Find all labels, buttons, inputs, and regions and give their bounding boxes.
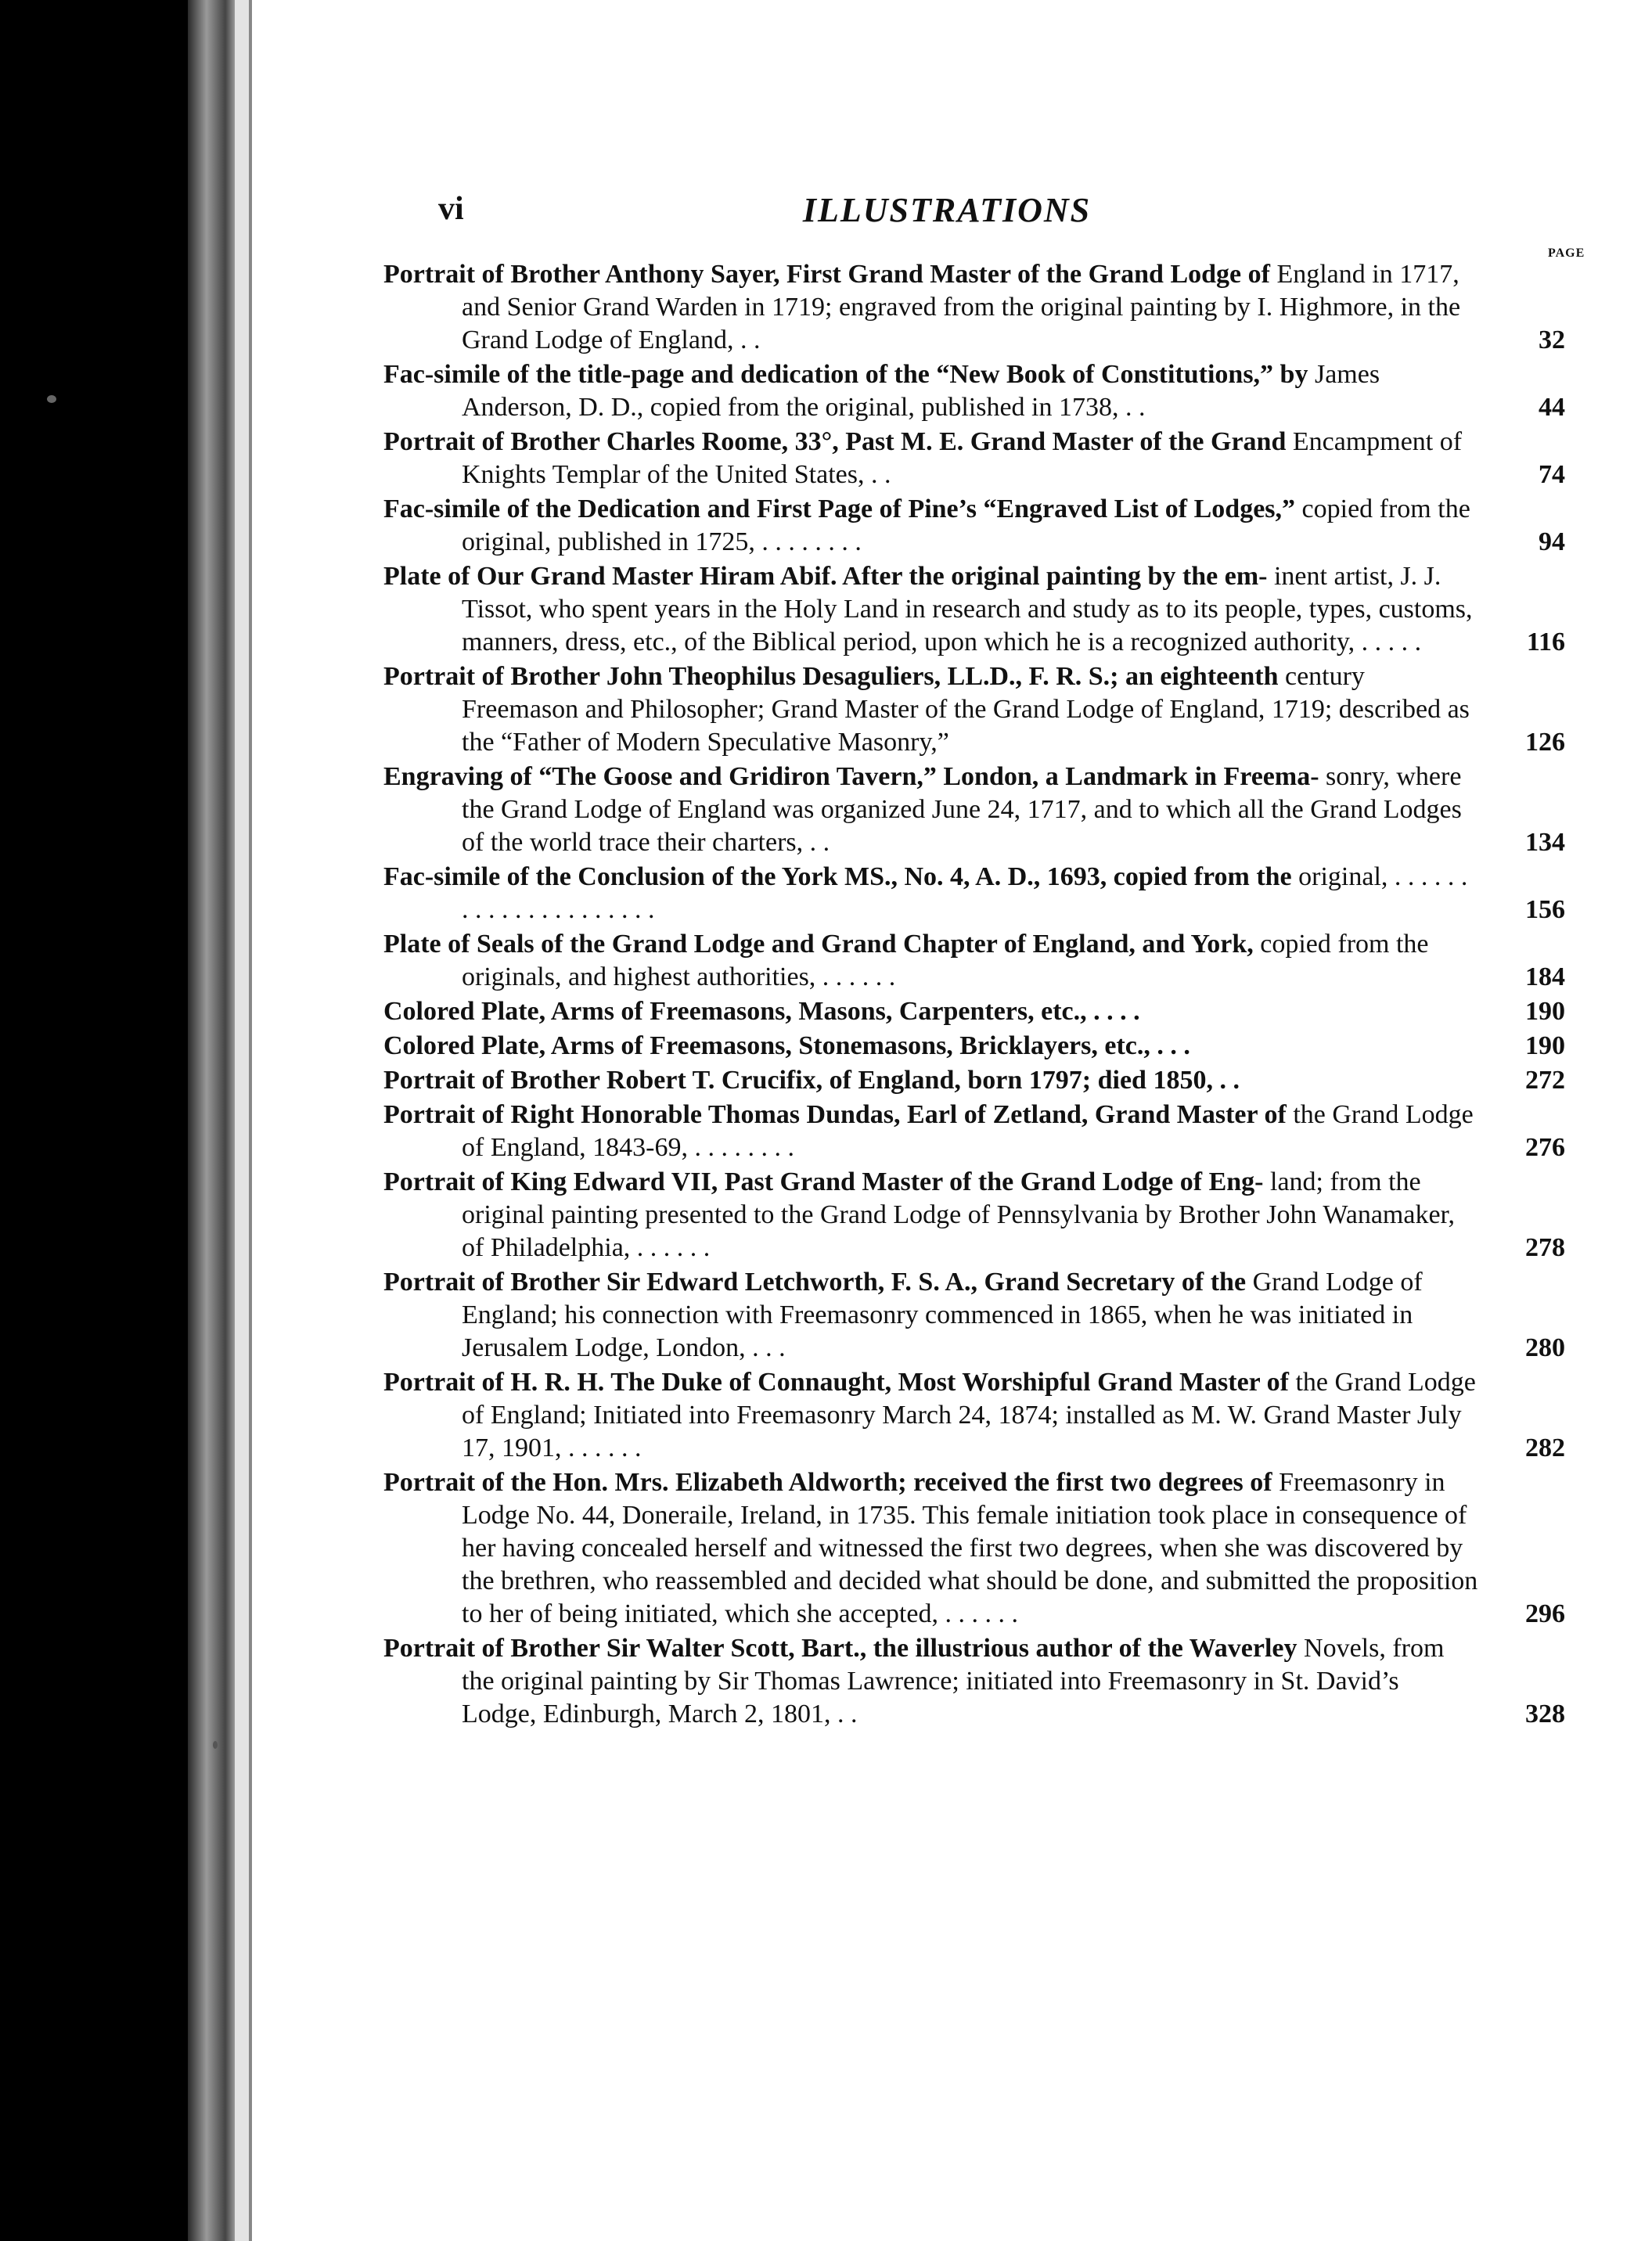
list-item [383, 1030, 1565, 1063]
list-item [383, 560, 1565, 659]
list-item [383, 995, 1565, 1028]
page-number: vi [438, 191, 464, 227]
entry-lead-text: Fac-simile of the title-page and dedication of the “New Book of Constitutions,” by [383, 360, 1308, 389]
entry-lead-text: Portrait of Right Honorable Thomas Dundas, Earl of Zetland, Grand Master of [383, 1100, 1287, 1129]
entry-lead-text: Portrait of the Hon. Mrs. Elizabeth Aldworth; received the first two degrees of [383, 1468, 1272, 1497]
entry-lead-text: Portrait of Brother Robert T. Crucifix, of England, born 1797; died 1850, . . [383, 1066, 1240, 1095]
entry-description: copied from the originals, and highest authorities, . . . . . . [462, 930, 1429, 991]
entry-page-number: 134 [1525, 828, 1565, 857]
entry-description: original, . . . . . . . . . . . . . . . . . . . . . [462, 862, 1468, 924]
entry-page-number: 190 [1525, 997, 1565, 1026]
entry-lead-text: Portrait of Brother John Theophilus Desaguliers, LL.D., F. R. S.; an eighteenth [383, 662, 1279, 691]
entry-description: century Freemason and Philosopher; Grand Master of the Grand Lodge of England, 1719; described as the “Father of Modern Speculative Masonry,” [462, 662, 1470, 757]
speck [47, 395, 56, 403]
entry-lead-text: Plate of Our Grand Master Hiram Abif. After the original painting by the em- [383, 562, 1268, 591]
list-item [383, 1064, 1565, 1097]
entry-page-number: 278 [1525, 1233, 1565, 1262]
entry-lead-text: Portrait of Brother Charles Roome, 33°, Past M. E. Grand Master of the Grand [383, 427, 1287, 456]
entry-lead-text: Portrait of Brother Sir Walter Scott, Bart., the illustrious author of the Waverley [383, 1634, 1297, 1663]
entry-lead-text: Portrait of Brother Sir Edward Letchworth, F. S. A., Grand Secretary of the [383, 1268, 1247, 1297]
entry-page-number: 94 [1539, 527, 1565, 556]
page-title: ILLUSTRATIONS [802, 191, 1092, 229]
entry-description: land; from the original painting presented to the Grand Lodge of Pennsylvania by Brother John Wanamaker, of Philadelphia, . . . . . . [462, 1167, 1456, 1262]
entry-lead-text: Fac-simile of the Dedication and First Page of Pine’s “Engraved List of Lodges,” [383, 495, 1296, 523]
entry-description: Grand Lodge of England; his connection with Freemasonry commenced in 1865, when he was initiated in Jerusalem Lodge, London, . . . [462, 1268, 1423, 1362]
entry-description: the Grand Lodge of England, 1843-69, . . . . . . . . [462, 1100, 1474, 1162]
entry-description: inent artist, J. J. Tissot, who spent years in the Holy Land in research and study as to its people, types, customs, manners, dress, etc., of the Biblical period, upon which he is a recognized authority, . . . . . [462, 562, 1473, 656]
list-item [383, 1366, 1565, 1465]
entry-page-number: 116 [1526, 628, 1565, 656]
entry-page-number: 190 [1525, 1031, 1565, 1060]
entry-description: Encampment of Knights Templar of the United States, . . [462, 427, 1463, 489]
entry-lead-text: Colored Plate, Arms of Freemasons, Stonemasons, Bricklayers, etc., . . . [383, 1031, 1190, 1060]
list-item [383, 928, 1565, 994]
entry-page-number: 272 [1525, 1066, 1565, 1095]
entry-description: Novels, from the original painting by Sir Thomas Lawrence; initiated into Freemasonry in St. David’s Lodge, Edinburgh, March 2, 1801, . . [462, 1634, 1445, 1728]
entry-page-number: 280 [1525, 1333, 1565, 1362]
entry-page-number: 282 [1525, 1433, 1565, 1462]
list-item [383, 258, 1565, 357]
list-item [383, 1632, 1565, 1731]
list-item [383, 761, 1565, 859]
entry-description: the Grand Lodge of England; Initiated into Freemasonry March 24, 1874; installed as M. W. Grand Master July 17, 1901, . . . . . . [462, 1368, 1476, 1462]
entry-description: England in 1717, and Senior Grand Warden in 1719; engraved from the original painting by I. Highmore, in the Grand Lodge of England, . . [462, 260, 1461, 354]
entry-page-number: 328 [1525, 1700, 1565, 1728]
entry-page-number: 44 [1539, 393, 1565, 422]
list-item [383, 1166, 1565, 1264]
entry-lead-text: Colored Plate, Arms of Freemasons, Masons, Carpenters, etc., . . . . [383, 997, 1140, 1026]
entry-lead-text: Portrait of King Edward VII, Past Grand Master of the Grand Lodge of Eng- [383, 1167, 1264, 1196]
page-column-label: PAGE [1548, 246, 1585, 260]
entry-page-number: 32 [1539, 326, 1565, 354]
illustrations-list [383, 258, 1565, 1732]
list-item [383, 426, 1565, 491]
entry-lead-text: Plate of Seals of the Grand Lodge and Grand Chapter of England, and York, [383, 930, 1254, 959]
entry-description: sonry, where the Grand Lodge of England was organized June 24, 1717, and to which all the Grand Lodges of the world trace their charters, . . [462, 762, 1462, 857]
entry-lead-text: Engraving of “The Goose and Gridiron Tavern,” London, a Landmark in Freema- [383, 762, 1319, 791]
entry-page-number: 184 [1525, 962, 1565, 991]
entry-page-number: 74 [1539, 460, 1565, 489]
list-item [383, 1099, 1565, 1164]
list-item [383, 1466, 1565, 1631]
list-item [383, 861, 1565, 926]
entry-page-number: 156 [1525, 895, 1565, 924]
list-item [383, 493, 1565, 559]
entry-lead-text: Portrait of H. R. H. The Duke of Connaught, Most Worshipful Grand Master of [383, 1368, 1289, 1397]
list-item [383, 660, 1565, 759]
entry-page-number: 296 [1525, 1599, 1565, 1628]
entry-description: copied from the original, published in 1725, . . . . . . . . [462, 495, 1470, 556]
entry-page-number: 126 [1525, 728, 1565, 757]
entry-description: Freemasonry in Lodge No. 44, Doneraile, Ireland, in 1735. This female initiation took place in consequence of her having concealed herself and witnessed the first two degrees, when she was discovered by the brethren, who reassembled and decided what should be done, and submitted the proposition to her of being initiated, which she accepted, . . . . . . [462, 1468, 1478, 1628]
entry-lead-text: Fac-simile of the Conclusion of the York MS., No. 4, A. D., 1693, copied from the [383, 862, 1292, 891]
list-item [383, 1266, 1565, 1365]
list-item [383, 358, 1565, 424]
entry-page-number: 276 [1525, 1133, 1565, 1162]
speck [213, 1741, 218, 1749]
entry-lead-text: Portrait of Brother Anthony Sayer, First Grand Master of the Grand Lodge of [383, 260, 1270, 289]
entry-description: James Anderson, D. D., copied from the original, published in 1738, . . [462, 360, 1380, 422]
